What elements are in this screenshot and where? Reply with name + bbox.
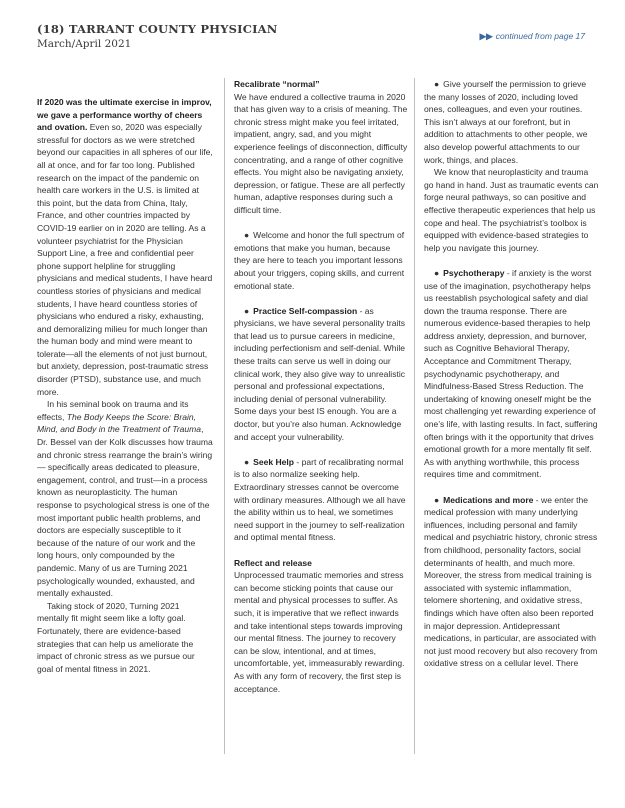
column-2 [224, 78, 408, 754]
column-3 [414, 78, 600, 754]
bullet-heading: Practice Self-compassion [253, 305, 358, 316]
bullet-icon: ● [244, 230, 250, 241]
paragraph [37, 398, 213, 600]
paragraph-text: - we enter the medical profession with many underlying influences, including personal and family medical and psychiatric history, chronic stress from childhood, personality factors, social determinants of health, and much more. Moreover, the stress from medical training is associated with systemic inflammation, telomere shortening, and oxidative stress, findings which have often also been reported in major depression. Antidepressant medications, in particular, are associated with not just mood recovery but also recovery from oxidative stress on a cellular level. There [424, 494, 598, 669]
paragraph: Unprocessed traumatic memories and stress can become sticking points that cause our mental and physical processes to suffer. As such, it is imperative that we reflect inwards and take intentional steps towards improving our mental fitness. The journey to recovery can be slow, intentional, and at times, uncomfortable, yet, immeasurably rewarding. As with any form of recovery, the first step is acceptance. [234, 570, 405, 694]
bullet-item [424, 267, 600, 481]
bullet-item [424, 494, 600, 670]
paragraph-text: Give yourself the permission to grieve the many losses of 2020, including loved ones, colleagues, and even your routines. This isn’t always at our forefront, but in addition to attachments to other people, we also develop powerful attachments to our work, things, and places. [424, 79, 588, 165]
bullet-icon: ● [244, 305, 250, 316]
bullet-icon: ● [244, 456, 250, 467]
publication-title: (18) TARRANT COUNTY PHYSICIAN [37, 22, 278, 36]
bullet-icon: ● [434, 494, 440, 505]
bullet-icon: ● [434, 79, 440, 89]
book-title: The Body Keeps the Score: Brain, Mind, and Body in the Treatment of Trauma [37, 411, 202, 435]
lead-in: If 2020 was the ultimate exercise in improv, we gave a performance worthy of cheers and ovation. [37, 97, 212, 133]
masthead [37, 22, 278, 50]
bullet-icon: ● [434, 267, 440, 278]
bullet-heading: Psychotherapy [443, 267, 505, 278]
section-heading: Reflect and release [234, 557, 312, 568]
bullet-heading: Medications and more [443, 494, 534, 505]
column-1 [37, 96, 213, 675]
continued-text: continued from page 17 [495, 31, 585, 41]
issue-date: March/April 2021 [37, 38, 132, 50]
paragraph [37, 96, 213, 398]
paragraph: We know that neuroplasticity and trauma go hand in hand. Just as traumatic events can forge neural pathways, so can positive and effective therapeutic experiences that help us cope and heal. The psychiatrist’s toolbox is equipped with evidence-based strategies to help you navigate this journey. [424, 167, 599, 253]
paragraph: We have endured a collective trauma in 2020 that has given way to a crisis of meaning. The chronic stress might make you feel irritated, impatient, angry, sad, and you might experience feelings of disconnection, difficulty concentrating, and a range of other cognitive effects. You might also be navigating anxiety, depression, or fatigue. These are all perfectly human, adaptive responses during such a difficult time. [234, 91, 408, 215]
bullet-item [234, 305, 408, 444]
section-heading: Recalibrate “normal” [234, 79, 320, 89]
paragraph-text: In his seminal book on trauma and its effects, [37, 399, 189, 422]
paragraph-text: , Dr. Bessel van der Kolk discusses how trauma and chronic stress rearrange the brain’s wiring— specifically areas dedicated to pleasure, engagement, control, and trust—in a process known as neuroplasticity. The human response to psychological stress is one of the most important public health problems, and doctors are especially susceptible to it because of the nature of our work and the long hours, only compounded by the pandemic. Many of us are Turning 2021 psychologically wounded, exhausted, and mentally exhausted. [37, 424, 213, 599]
bullet-heading: Seek Help [253, 456, 295, 467]
continued-note [480, 31, 585, 42]
bullet-item [424, 78, 600, 166]
paragraph-text: Welcome and honor the full spectrum of emotions that make you human, because they are here to teach you important lessons about your triggers, coping skills, and current emotional state. [234, 230, 405, 291]
bullet-item [234, 229, 408, 292]
double-arrow-icon: ▶▶ [479, 31, 493, 41]
paragraph-text: - part of recalibrating normal is to also normalize seeking help. Extraordinary stresses cannot be overcome with ordinary measures. Although we all have the ability within us to heal, we sometimes need support in the journey to self-realization and optimal mental fitness. [234, 456, 406, 543]
paragraph-text: - as physicians, we have several personality traits that lead us to pursue careers in medicine, including perfectionism and self-denial. While these traits can serve us well in doing our clinical work, they also give way to unrealistic personal and professional expectations, including denial of personal vulnerability. Some days your best IS enough. You are a doctor, but you’re also human. Acknowledge and accept your vulnerability. [234, 305, 406, 442]
bullet-item [234, 456, 408, 544]
paragraph: Taking stock of 2020, Turning 2021 mentally fit might seem like a lofty goal. Fortunately, there are evidence-based strategies that can help us ameliorate the impact of chronic stress as we pursue our goal of mental fitness in 2021. [37, 600, 195, 674]
paragraph-text: Even so, 2020 was especially stressful for doctors as we were stretched beyond our capacities in all spheres of our life, all at once, and for far too long. Published research on the impact of the pandemic on health care workers in the U.S. is limited at this point, but the data from China, Italy, France, and other countries impacted by COVID-19 earlier on in 2020 are telling. As a volunteer psychiatrist for the Physician Support Line, a free and confidential peer phone support helpline for struggling physicians and medical students, I have heard countless stories of physicians and medical students, I have heard countless stories of physicians who endured a risky, exhausting, and demoralizing milieu for much longer than the human body and mind were meant to tolerate—all the elements of not just burnout, but anxiety, depression, post-traumatic stress disorder (PTSD), substance use, and much more. [37, 122, 213, 397]
paragraph-text: - if anxiety is the worst use of the imagination, psychotherapy helps us reestablish psychological safety and dial down the trauma response. There are numerous evidence-based therapies to help address anxiety, depression, and burnover, such as Cognitive Behavioral Therapy, Acceptance and Commitment Therapy, psychodynamic psychotherapy, and Mindfulness-Based Stress Reduction. The undertaking of knowing oneself might be the most challenging yet rewarding experience of one’s life, with lasting results. In fact, suffering often brings with it the opportunity that drives emotional growth for a more mentally fit self. As with anything worthwhile, this process requires time and commitment. [424, 267, 598, 480]
